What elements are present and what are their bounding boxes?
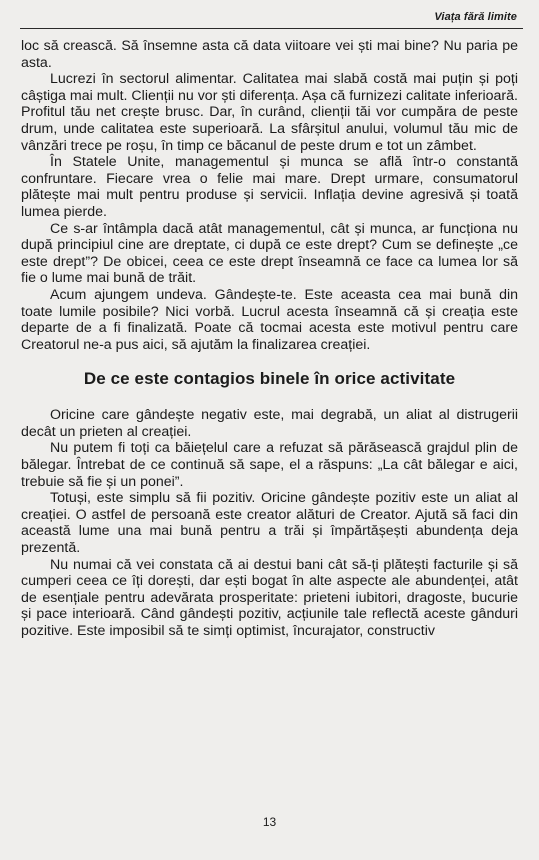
page-body — [21, 38, 518, 640]
paragraph-what-is-right: Ce s-ar întâmpla dacă atât managementul, cât și munca, ar funcționa nu după principiul cine are dreptate, ci după ce este drept? Cum se definește „ce este drept”? De obicei, ceea ce este drept înseamnă ce face ca lumea lor să fie o lume mai bună de trăit. — [21, 220, 518, 287]
header-rule — [20, 28, 523, 29]
paragraph-creation: Acum ajungem undeva. Gândește-te. Este aceasta cea mai bună din toate lumile posibile? Nici vorbă. Lucrul acesta înseamnă că și creația este departe de a fi finalizată. Poate că tocmai acesta este motivul pentru care Creatorul ne-a pus aici, să ajutăm la finalizarea creației. — [21, 286, 518, 353]
paragraph-continuation: loc să crească. Să însemne asta că data viitoare vei ști mai bine? Nu paria pe asta. — [21, 38, 518, 71]
paragraph-pony-story: Nu putem fi toți ca băiețelul care a refuzat să părăsească grajdul plin de bălegar. Întrebat de ce continuă să sape, el a răspuns: „La cât bălegar e aici, trebuie să fie și un ponei”. — [21, 440, 518, 490]
paragraph-food-sector: Lucrezi în sectorul alimentar. Calitatea mai slabă costă mai puțin și poți câștiga mai mult. Clienții nu vor ști diferența. Așa că furnizezi calitate inferioară. Profitul tău net crește brusc. Dar, în curând, clienții tăi vor cumpăra de peste drum, unde calitatea este superioară. La sfârșitul anului, volumul tău mic de vânzări trece pe roșu, în timp ce băcanul de peste drum e tot un zâmbet. — [21, 71, 518, 154]
paragraph-abundance: Nu numai că vei constata că ai destui bani cât să-ți plătești facturile și să cumperi ceea ce îți dorești, dar ești bogat în alte aspecte ale abundenței, atât de esențiale pentru adevărata prosperitate: prieteni iubitori, dragoste, bucurie și pace interioară. Când gândești pozitiv, acțiunile tale reflectă aceste gânduri pozitive. Este imposibil să te simți optimist, încurajator, constructiv — [21, 556, 518, 639]
paragraph-be-positive: Totuși, este simplu să fii pozitiv. Oricine gândește pozitiv este un aliat al creației. O astfel de persoană este creator alături de Creator. Ajută să faci din această lume una mai bună pentru a trăi și împărtășești abundența deja prezentă. — [21, 490, 518, 557]
section-heading: De ce este contagios binele în orice activitate — [83, 369, 456, 389]
paragraph-united-states: În Statele Unite, managementul și munca se află într-o constantă confruntare. Fiecare vrea o felie mai mare. Drept urmare, consumatorul plătește mai mult pentru produse și servicii. Inflația devine agresivă și toată lumea pierde. — [21, 154, 518, 220]
running-header: Viața fără limite — [434, 11, 517, 23]
paragraph-negative-thinking: Oricine care gândește negativ este, mai degrabă, un aliat al distrugerii decât un prieten al creației. — [21, 407, 518, 440]
page-number: 13 — [262, 815, 277, 829]
